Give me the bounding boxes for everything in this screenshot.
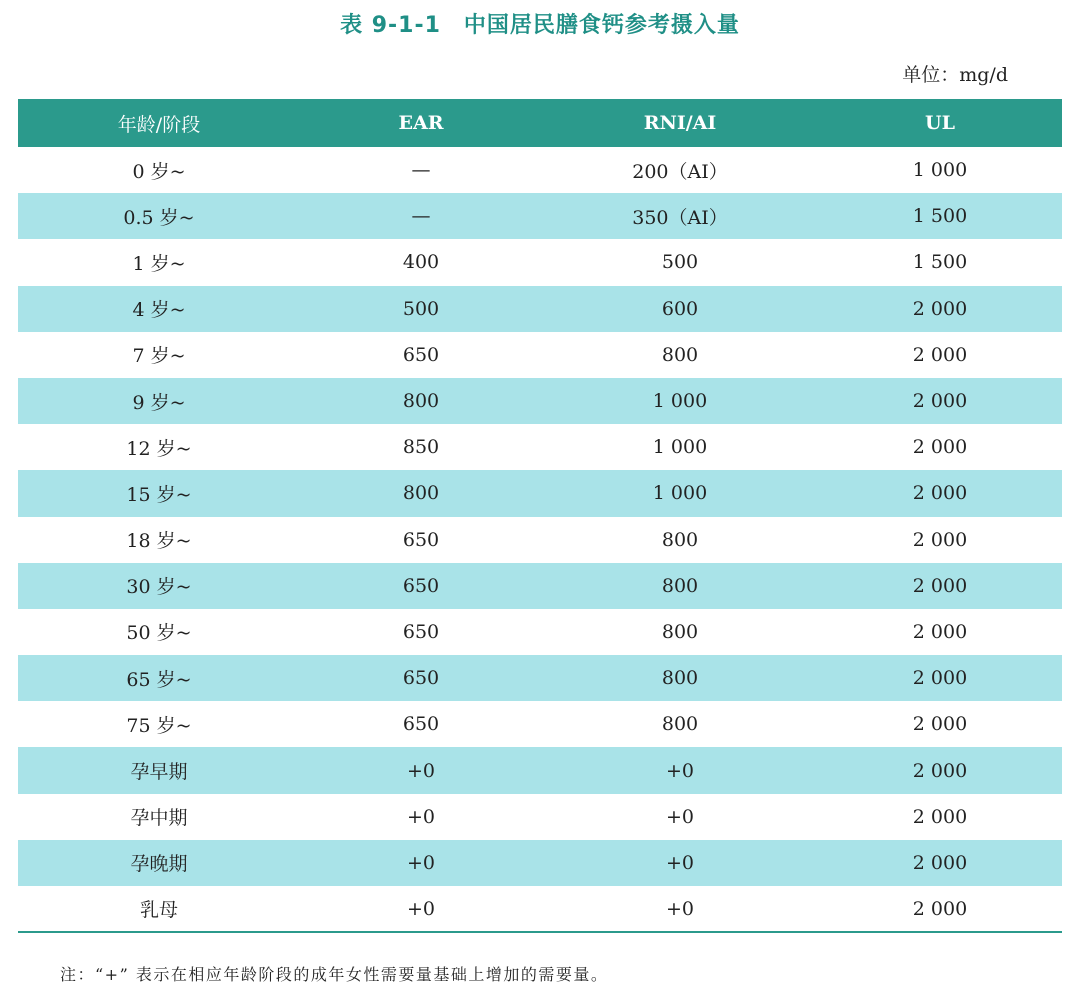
table-row — [18, 747, 1062, 793]
header-rni-ai: RNI/AI — [643, 112, 717, 134]
cell-rni-ai: +0 — [665, 851, 694, 874]
cell-ul: 2 000 — [912, 897, 968, 920]
cell-rni-ai: 600 — [661, 297, 699, 320]
cell-age-stage: 12 岁~ — [126, 437, 192, 460]
cell-age-stage: 孕早期 — [130, 761, 188, 784]
table-row — [18, 193, 1062, 239]
table-row — [18, 886, 1062, 932]
header-row — [18, 99, 1062, 147]
unit-label: 单位：mg/d — [902, 64, 1008, 86]
cell-rni-ai: 350（AI） — [632, 206, 728, 229]
cell-age-stage: 0 岁~ — [132, 160, 186, 183]
cell-age-stage: 50 岁~ — [126, 622, 192, 645]
table-row — [18, 609, 1062, 655]
table-title: 表 9-1-1 中国居民膳食钙参考摄入量 — [340, 13, 740, 38]
header-ear: EAR — [398, 112, 444, 134]
table-row — [18, 470, 1062, 516]
cell-ear: 650 — [402, 713, 440, 736]
table-row — [18, 517, 1062, 563]
cell-ear: +0 — [406, 805, 435, 828]
table-row — [18, 239, 1062, 285]
cell-rni-ai: 1 000 — [652, 390, 708, 413]
cell-ear: — — [411, 159, 431, 182]
cell-rni-ai: 200（AI） — [632, 160, 728, 183]
cell-ear: 400 — [402, 251, 440, 274]
cell-ear: +0 — [406, 897, 435, 920]
cell-ul: 2 000 — [912, 436, 968, 459]
cell-ul: 2 000 — [912, 390, 968, 413]
cell-ul: 2 000 — [912, 482, 968, 505]
cell-rni-ai: 500 — [661, 251, 699, 274]
table-footnote: 注：“+” 表示在相应年龄阶段的成年女性需要量基础上增加的需要量。 — [60, 965, 609, 984]
table-row — [18, 840, 1062, 886]
cell-ul: 2 000 — [912, 667, 968, 690]
table-row — [18, 655, 1062, 701]
cell-rni-ai: 800 — [661, 343, 699, 366]
cell-ul: 1 000 — [912, 159, 968, 182]
header-ul: UL — [925, 112, 955, 134]
table-row — [18, 332, 1062, 378]
cell-rni-ai: 800 — [661, 713, 699, 736]
cell-rni-ai: 800 — [661, 620, 699, 643]
table-row — [18, 794, 1062, 840]
table-row — [18, 378, 1062, 424]
cell-ear: 650 — [402, 667, 440, 690]
cell-ul: 2 000 — [912, 574, 968, 597]
calcium-intake-table — [18, 99, 1062, 933]
cell-ear: 800 — [402, 390, 440, 413]
cell-age-stage: 75 岁~ — [126, 714, 192, 737]
cell-ul: 1 500 — [912, 251, 968, 274]
cell-ear: 650 — [402, 574, 440, 597]
cell-age-stage: 30 岁~ — [126, 576, 192, 599]
cell-ear: +0 — [406, 851, 435, 874]
cell-rni-ai: +0 — [665, 759, 694, 782]
cell-age-stage: 孕晚期 — [130, 853, 188, 876]
cell-ul: 2 000 — [912, 713, 968, 736]
table-container — [18, 99, 1062, 933]
table-row — [18, 147, 1062, 193]
cell-ul: 2 000 — [912, 528, 968, 551]
cell-ul: 2 000 — [912, 759, 968, 782]
table-row — [18, 701, 1062, 747]
table-row — [18, 563, 1062, 609]
cell-age-stage: 7 岁~ — [132, 345, 186, 368]
cell-ear: 650 — [402, 620, 440, 643]
cell-age-stage: 0.5 岁~ — [123, 206, 195, 229]
table-row — [18, 424, 1062, 470]
cell-rni-ai: 800 — [661, 574, 699, 597]
cell-rni-ai: 800 — [661, 528, 699, 551]
cell-age-stage: 9 岁~ — [132, 391, 186, 414]
cell-ear: 500 — [402, 297, 440, 320]
cell-ul: 2 000 — [912, 851, 968, 874]
cell-age-stage: 孕中期 — [130, 807, 188, 830]
cell-rni-ai: +0 — [665, 805, 694, 828]
cell-age-stage: 18 岁~ — [126, 530, 192, 553]
cell-ear: — — [411, 205, 431, 228]
header-age-stage: 年龄/阶段 — [117, 113, 201, 136]
table-header — [18, 99, 1062, 147]
cell-rni-ai: 1 000 — [652, 436, 708, 459]
cell-ul: 2 000 — [912, 343, 968, 366]
cell-ul: 2 000 — [912, 620, 968, 643]
cell-ul: 1 500 — [912, 205, 968, 228]
cell-ear: 650 — [402, 343, 440, 366]
cell-rni-ai: 800 — [661, 667, 699, 690]
cell-age-stage: 1 岁~ — [132, 252, 186, 275]
cell-ear: +0 — [406, 759, 435, 782]
cell-rni-ai: +0 — [665, 897, 694, 920]
cell-age-stage: 15 岁~ — [126, 483, 192, 506]
cell-rni-ai: 1 000 — [652, 482, 708, 505]
cell-ear: 800 — [402, 482, 440, 505]
cell-ear: 650 — [402, 528, 440, 551]
cell-ear: 850 — [402, 436, 440, 459]
cell-ul: 2 000 — [912, 297, 968, 320]
cell-age-stage: 乳母 — [139, 899, 178, 922]
cell-ul: 2 000 — [912, 805, 968, 828]
cell-age-stage: 4 岁~ — [132, 299, 186, 322]
cell-age-stage: 65 岁~ — [126, 668, 192, 691]
table-body — [18, 147, 1062, 932]
table-row — [18, 286, 1062, 332]
